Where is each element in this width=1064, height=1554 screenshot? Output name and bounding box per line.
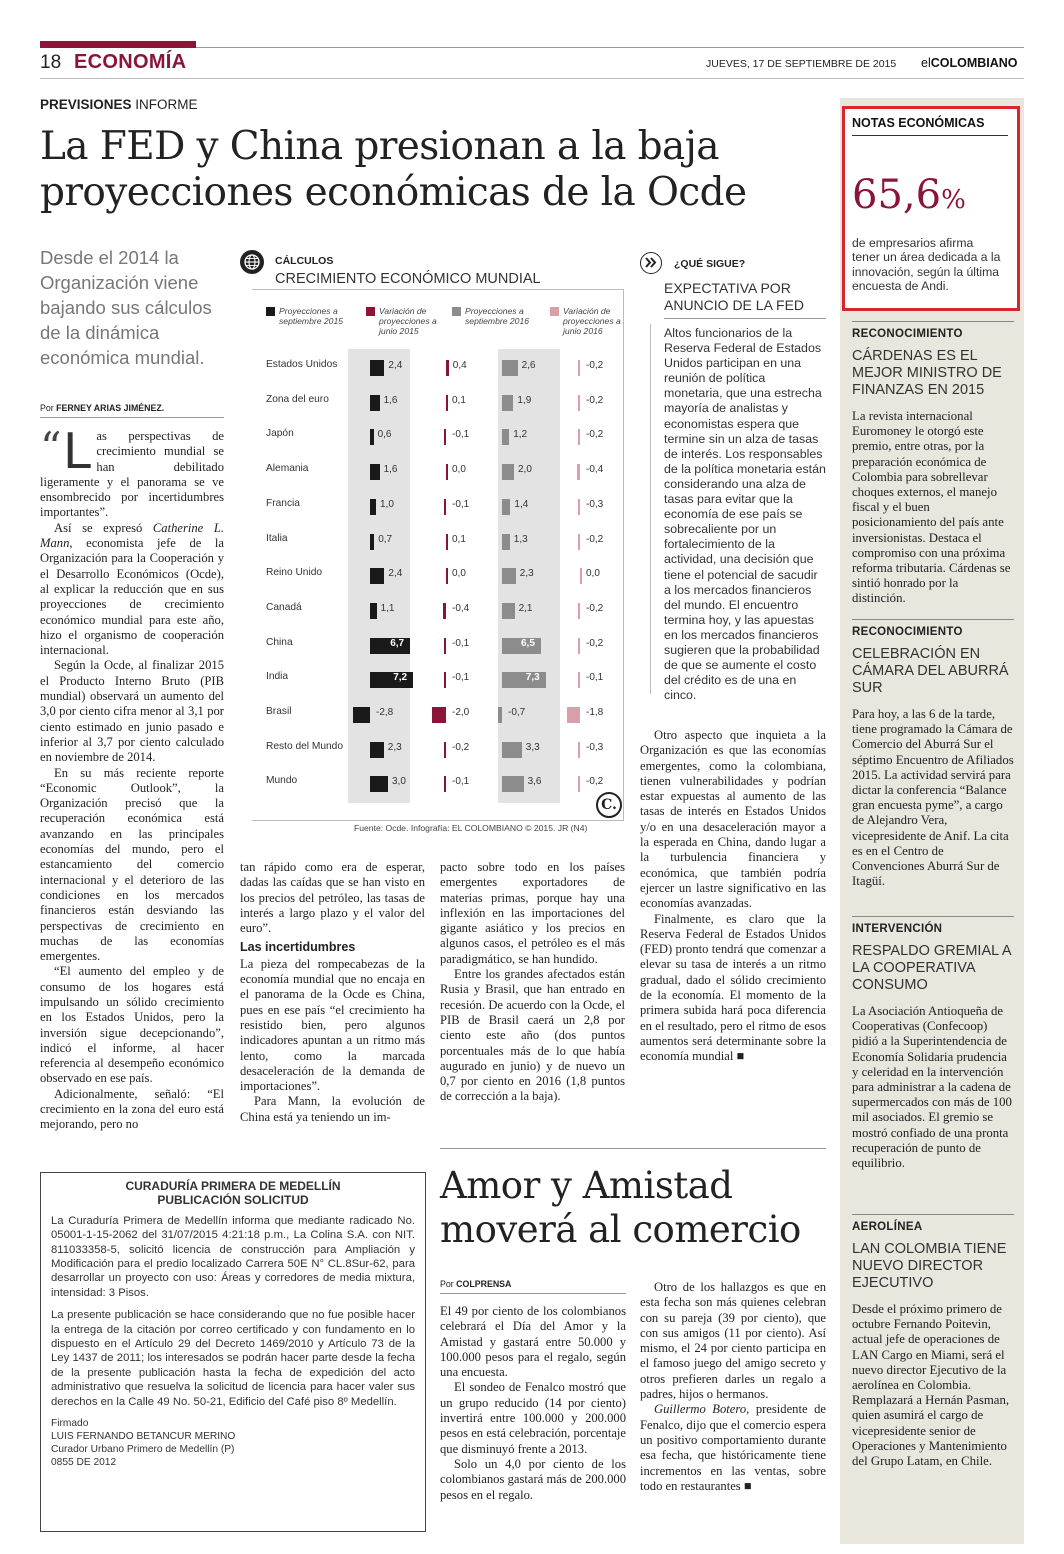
- que-sigue-label: ¿QUÉ SIGUE?: [674, 258, 746, 270]
- chart-row: [252, 627, 632, 662]
- chart-bar: [370, 568, 384, 584]
- amor-headline-2: moverá al comercio: [440, 1208, 801, 1251]
- legend-swatch-2: [366, 307, 375, 316]
- notas-item-2-title: CELEBRACIÓN EN CÁMARA DEL ABURRÁ SUR: [852, 646, 1009, 696]
- page-number: 18: [40, 52, 62, 73]
- notas-item-4: [852, 1214, 1014, 1469]
- chart-row: [252, 349, 632, 384]
- amor-end-mark: ■: [743, 1478, 752, 1493]
- chart-logo: C.: [596, 792, 622, 818]
- chart-value-label: 2,3: [519, 568, 534, 580]
- curaduria-paragraph-2: La presente publicación se hace considerando que no fue posible hacer la entrega de la citación por correo certificado y con fundamento en lo dispuesto en el Artículo 29 del Decreto 1469/2010 y Artículo 73 de la Ley 1437 de 2011; los interesados se podrán hacer parte desde la fecha de la presente publicación hasta la fecha de expedición del acto administrativo que resuelva la solicitud de licencia para hacer valer sus derechos en la Calle 49 No. 50-21, Edificio del Café piso 8º Medellín.: [51, 1309, 415, 1408]
- notas-item-4-head: AEROLÍNEA: [852, 1214, 1014, 1233]
- que-sigue-icon: [640, 252, 662, 274]
- chart-value-label: 3,3: [525, 741, 540, 753]
- amor-top-rule: [440, 1148, 826, 1149]
- legend-swatch-3: [452, 307, 461, 316]
- chart-value-label: -0,4: [586, 464, 604, 476]
- chart-value-label: 2,4: [388, 360, 403, 371]
- chart-value-label: -0,2: [586, 360, 604, 371]
- header-bottom-rule: [40, 78, 1024, 79]
- col3-paragraph-2: Entre los grandes afectados están Rusia y Brasil, que han entrado en recesión. De acuerdo con la Ocde, el PIB de Brasil caerá un 2,8 por ciento este año (dos puntos porcentuales más de lo que había augurado en junio) y de nuevo un 0,7 por ciento en 2016 (1,8 puntos de corrección a la baja).: [440, 967, 625, 1104]
- header-date: JUEVES, 17 DE SEPTIEMBRE DE 2015: [706, 58, 897, 70]
- curaduria-signature: Firmado LUIS FERNANDO BETANCUR MERINO Curador Urbano Primero de Medellín (P) 0855 DE 2012: [51, 1418, 236, 1469]
- chart-bar: [353, 707, 370, 723]
- chart-bar: [370, 776, 388, 792]
- chart-row: [252, 696, 632, 731]
- chart-bar: [446, 395, 448, 411]
- chart-bar: [444, 672, 446, 688]
- chart-bar: [502, 360, 518, 376]
- curaduria-title-1: CURADURÍA PRIMERA DE MEDELLÍN: [125, 1179, 341, 1193]
- chart-value-label: 6,5: [521, 637, 535, 649]
- col1-paragraph-5: “El aumento del empleo y de consumo de los hogares está impulsando un sólido crecimiento en los Estados Unidos, pero la inversión sigue decepcionando”, indicó el informe, al hacer referencia al desempeño económico observado en ese país.: [40, 964, 224, 1086]
- subhead-incertidumbres: Las incertidumbres: [240, 940, 356, 955]
- chart-category-label: Estados Unidos: [266, 359, 338, 370]
- chart-row: [252, 661, 632, 696]
- chart-value-label: 6,7: [390, 637, 405, 649]
- chart-bar: [444, 499, 446, 515]
- col1-paragraph-3: Según la Ocde, al finalizar 2015 el Producto Interno Bruto (PIB mundial) observará un aumento del 3,0 por ciento cifra menor al 3,1 por ciento estimado en junio pasado e inferior al 3,7 por ciento calculado en noviembre de 2014.: [40, 658, 224, 765]
- chart-value-label: -0,2: [586, 533, 604, 545]
- que-sigue-text: Altos funcionarios de la Reserva Federal de Estados Unidos participan en una reunión de política monetaria, que una estrecha mayoría de analistas y economistas espera que termine sin un alza de tasas de interés. Los responsables de la política monetaria están considerando una alza de tasas para evitar que la economía de ese país se sobrecaliente por un fortalecimiento de la actividad, una decisión que tiene el potencial de sacudir a los mercados financieros del mundo. El encuentro termina hoy, y las apuestas en los mercados financieros sugieren que la probabilidad de que se aumente el costo del crédito es de una en cinco.: [664, 326, 826, 703]
- chart-bar: [370, 499, 376, 515]
- double-chevron-icon: [641, 253, 660, 272]
- chart-value-label: 1,6: [383, 394, 398, 406]
- que-sigue-title: EXPECTATIVA POR ANUNCIO DE LA FED: [664, 280, 805, 313]
- chart-bar: [498, 707, 502, 723]
- chart-value-label: -0,1: [452, 672, 470, 684]
- globe-icon: [240, 250, 264, 274]
- economist-name: Catherine L. Mann: [40, 520, 224, 551]
- chart-bar: [578, 603, 580, 619]
- chart-value-label: 0,4: [452, 360, 467, 371]
- chart-value-label: 7,2: [393, 672, 408, 684]
- chart-bar: [502, 742, 522, 758]
- chart-value-label: -0,4: [452, 602, 470, 614]
- chart-bar: [446, 464, 448, 480]
- chart-value-label: 1,6: [383, 464, 398, 476]
- col1-paragraph-6: Adicionalmente, señaló: “El crecimiento en la zona del euro está mejorando, pero no: [40, 1086, 224, 1132]
- chart-category-label: Resto del Mundo: [266, 740, 344, 752]
- notas-title-rule: [852, 135, 1008, 136]
- chart-value-label: -1,8: [586, 707, 604, 718]
- chart-value-label: -0,1: [452, 776, 470, 788]
- legend-item-1: Proyecciones a septiembre 2015: [266, 306, 358, 326]
- amor-c1-paragraph-1: El 49 por ciento de los colombianos celebrará el Día del Amor y la Amistad y gastará entre 50.000 y 100.000 pesos para el regalo, según una encuesta.: [440, 1304, 626, 1380]
- amor-c1-paragraph-3: Solo un 4,0 por ciento de los colombianos gastará más de 200.000 pesos en el regalo.: [440, 1456, 626, 1502]
- legend-item-2: Variación de proyecciones a junio 2015: [366, 306, 440, 336]
- chart-bar: [502, 776, 524, 792]
- notas-big-text: de empresarios afirma tener un área dedicada a la innovación, según la última encuesta de Andi.: [852, 236, 1001, 294]
- headline-line-1: La FED y China presionan a la baja: [40, 124, 719, 169]
- section-color-bar: [40, 41, 196, 48]
- notas-item-2-head: RECONOCIMIENTO: [852, 619, 1014, 638]
- amor-byline-name: COLPRENSA: [456, 1279, 512, 1289]
- amor-headline-1: Amor y Amistad: [440, 1164, 733, 1207]
- article-column-3: [440, 860, 625, 1105]
- chart-value-label: -2,0: [452, 707, 470, 718]
- chart-category-label: Japón: [266, 428, 294, 440]
- chart-title: CRECIMIENTO ECONÓMICO MUNDIAL: [275, 271, 541, 287]
- article-column-2: [240, 860, 425, 1125]
- chart-value-label: 0,0: [586, 568, 600, 580]
- que-sigue-border: [650, 324, 651, 694]
- chart-bar: [567, 707, 580, 723]
- chart-value-label: 7,3: [525, 672, 540, 684]
- chart-row: [252, 384, 632, 419]
- col4-paragraph-1: Otro aspecto que inquieta a la Organización es que las economías emergentes, como la colombiana, tienen vulnerabilidades y podrían estar expuestas al aumento de las tasas de interés en Estados Unidos y/o en una desaceleración mayor a la esperada en China, dando lugar a la turbulencia financiera y económica, que también podría ejercer un lastre significativo en las economías avanzadas.: [640, 728, 826, 911]
- curaduria-paragraph-1: La Curaduría Primera de Medellín informa que mediante radicado No. 05001-1-15-2062 del 31/07/2015 4:21:18 p.m., La Colina S.A. con NIT. 811033358-5, solicitó licencia de construcción para Ampliación y Modificación para el predio localizado Carrera 50E N° CL.8Sur-62, para desarrollar un proyecto con uso: Áreas y corredores de media mixtura, intensidad: 3 Pisos.: [51, 1214, 415, 1299]
- big-number-value: 65,6: [852, 172, 942, 218]
- amor-c2-paragraph-1: Otro de los hallazgos es que en esta fecha son más quienes celebran con su pareja (39 por ciento), que con sus amigos (11 por ciento). Así mismo, el 24 por ciento participa en el famoso juego del amigo secreto y otros prefieren darles un regalo a padres, hijos o hermanos.: [640, 1280, 826, 1402]
- chart-bar: [502, 464, 514, 480]
- chart-bar: [578, 534, 580, 550]
- notas-item-1-text: La revista internacional Euromoney le otorgó este premio, entre otras, por la preparación económica de Colombia para sobrellevar choques externos, el manejo fiscal y el buen posicionamiento del país ante inversionistas. Destaca el compromiso con una próxima reforma tributaria. Cárdenas se sintió honrado por la distinción.: [852, 409, 1011, 606]
- kicker-bold: PREVISIONES: [40, 97, 132, 112]
- chart-bar: [502, 534, 510, 550]
- chart-bar: [502, 429, 509, 445]
- end-mark: ■: [736, 1049, 745, 1064]
- chart-bar: [578, 360, 580, 376]
- chart-bar: [444, 429, 446, 445]
- chart-bar: [370, 742, 384, 758]
- amor-c1-paragraph-2: El sondeo de Fenalco mostró que un grupo reducido (14 por ciento) invertirá entre 100.000 y 200.000 pesos en está celebración, porcentaje que disminuyó frente a 2013.: [440, 1380, 626, 1456]
- amor-column-1: [440, 1304, 626, 1503]
- chart-row: [252, 523, 632, 558]
- chart-value-label: -0,2: [586, 602, 604, 614]
- col1-paragraph-4: En su más reciente reporte “Economic Outlook”, la Organización precisó que la recuperación económica está avanzando en las principales economías del mundo, pero el estancamiento del comercio internacional y el deterioro de las condiciones en los mercados financieros están desviando las perspectivas de crecimiento en muchas de las economías emergentes.: [40, 765, 224, 964]
- chart-value-label: 3,0: [392, 776, 406, 788]
- notas-item-3-head: INTERVENCIÓN: [852, 916, 1014, 935]
- legend-swatch-1: [266, 307, 275, 316]
- chart-value-label: 2,3: [387, 741, 402, 753]
- notas-item-3-title: RESPALDO GREMIAL A LA COOPERATIVA CONSUMO: [852, 943, 1011, 993]
- chart-value-label: 1,2: [513, 429, 528, 441]
- col1-paragraph-1: as perspectivas de crecimiento mundial se han debilitado ligeramente y el panorama se ve ensombrecido por incertidumbres importantes”.: [40, 429, 224, 520]
- chart-row: [252, 557, 632, 592]
- col1-paragraph-2: Así se expresó Catherine L. Mann, economista jefe de la Organización para la Cooperación y el Desarrollo Económicos (Ocde), al explicar la reducción que en sus proyecciones de crecimiento económico mundial para este año, hizo el organismo de cooperación internacional.: [40, 520, 224, 658]
- chart-bar: [370, 395, 380, 411]
- chart-bar: [577, 464, 580, 480]
- chart-category-label: Reino Unido: [266, 567, 323, 579]
- article-column-1: [40, 422, 224, 1133]
- chart-row: [252, 731, 632, 766]
- chart-value-label: 0,0: [452, 568, 466, 580]
- chart-value-label: 0,7: [378, 533, 393, 545]
- notas-item-4-text: Desde el próximo primero de octubre Fernando Poitevin, actual jefe de operaciones de LAN Cargo en Miami, será el nuevo director Ejecutivo de la aerolínea en Colombia. Remplazará a Hernán Pasman, quien asumirá el cargo de vicepresidente senior de Operaciones y Mantenimiento del Grupo Latam, en Chile.: [852, 1302, 1010, 1469]
- chart-bar: [444, 638, 446, 654]
- chart-value-label: 2,0: [518, 464, 532, 476]
- byline: [40, 403, 224, 418]
- byline-prefix: Por: [40, 403, 54, 413]
- chart-bar: [578, 776, 580, 792]
- chart-bar: [578, 499, 580, 515]
- chart-value-label: 1,1: [380, 602, 395, 614]
- chart-value-label: -0,1: [452, 637, 470, 649]
- chart-value-label: 2,1: [518, 602, 533, 614]
- headline-line-2: proyecciones económicas de la Ocde: [40, 170, 747, 215]
- amor-c2-paragraph-2: Guillermo Botero, presidente de Fenalco, dijo que el comercio espera un positivo comportamiento durante esa fecha, que históricamente tiene incrementos en las ventas, sobre todo en restaurantes ■: [640, 1402, 826, 1493]
- article-column-4: [640, 728, 826, 1065]
- chart-value-label: 1,4: [514, 498, 529, 510]
- chart-value-label: -0,1: [452, 498, 470, 510]
- notas-big-number: [852, 172, 966, 218]
- big-number-unit: %: [941, 185, 966, 215]
- legend-swatch-4: [550, 307, 559, 316]
- chart-value-label: 1,3: [513, 533, 528, 545]
- chart-value-label: -0,1: [586, 672, 604, 684]
- notas-item-1: [852, 321, 1014, 607]
- col2-paragraph-3: Para Mann, la evolución de China está ya teniendo un im-: [240, 1094, 425, 1124]
- chart-value-label: -0,2: [586, 637, 604, 649]
- chart-rows: [252, 349, 624, 803]
- chart-value-label: -0,3: [586, 741, 604, 753]
- brand-prefix: el: [921, 56, 931, 70]
- chart-bar: [444, 742, 446, 758]
- chart-row: [252, 488, 632, 523]
- notas-item-2-text: Para hoy, a las 6 de la tarde, tiene programado la Cámara de Comercio del Aburrá Sur el séptimo Encuentro de Afiliados 2015. La actividad servirá para dictar la conferencia “Balance gran encuesta pyme”, a cargo de Alejandro Vera, vicepresidente de Anif. La cita es en el Centro de Convenciones Aburrá Sur de Itagüí.: [852, 707, 1014, 889]
- chart-bar: [578, 429, 580, 445]
- chart-value-label: 1,9: [517, 394, 532, 406]
- amor-column-2: [640, 1280, 826, 1494]
- chart-bar: [370, 360, 384, 376]
- chart-value-label: 0,1: [452, 533, 466, 545]
- chart-bar: [446, 360, 449, 376]
- legend-item-4: Variación de proyecciones a junio 2016: [550, 306, 624, 336]
- col3-paragraph-1: pacto sobre todo en los países emergentes exportadores de materias primas, porque hay una inflexión en las importaciones del gigante asiático y los precios en algunos casos, el petróleo es el más paradigmático, se han hundido.: [440, 860, 625, 966]
- amor-headline: [440, 1164, 826, 1252]
- section-name: ECONOMÍA: [74, 51, 187, 73]
- chart-value-label: 1,0: [380, 498, 394, 510]
- chart-bar: [446, 568, 448, 584]
- notas-item-1-title: CÁRDENAS ES EL MEJOR MINISTRO DE FINANZAS EN 2015: [852, 348, 1002, 398]
- chart-category-label: Alemania: [266, 463, 309, 475]
- chart-value-label: -0,1: [452, 429, 470, 441]
- chart-row: [252, 592, 632, 627]
- chart-category-label: Italia: [266, 532, 288, 544]
- opening-paragraph: [40, 422, 224, 521]
- chart-value-label: -0,7: [508, 707, 526, 718]
- chart-value-label: 0,6: [377, 429, 392, 441]
- quote-mark: “: [40, 423, 62, 472]
- chart-bar: [443, 603, 446, 619]
- chart-value-label: -0,3: [586, 498, 604, 510]
- chart-value-label: 0,0: [452, 464, 466, 476]
- col2-paragraph-2: La pieza del rompecabezas de la economía mundial que no encaja en el panorama de la Ocde es China, pues en ese país “el crecimiento ha resistido bien, pero algunos indicadores apuntan a un ritmo más lento, como la marcada desaceleración de la demanda de importaciones”.: [240, 956, 425, 1094]
- chart-row: [252, 453, 632, 488]
- chart-bar: [446, 534, 448, 550]
- dropcap: L: [63, 422, 93, 480]
- article-kicker: [40, 97, 198, 112]
- chart-legend: [262, 306, 622, 346]
- chart-category-label: Francia: [266, 497, 300, 509]
- col4-paragraph-2: Finalmente, es claro que la Reserva Federal de Estados Unidos (FED) pronto tendrá que comenzar a elevar su tasa de interés a un ritmo gradual, dado el sólido crecimiento de la economía. El momento de la primera subida hará poca diferencia en el resultado, pero el ritmo de esos aumentos será determinante sobre la economía mundial ■: [640, 911, 826, 1064]
- chart-bar: [370, 534, 374, 550]
- chart-value-label: -0,2: [586, 394, 604, 406]
- que-sigue-rule: [664, 318, 826, 319]
- notas-item-3-text: La Asociación Antioqueña de Cooperativas (Confecoop) pidió a la Superintendencia de Economía Solidaria prudencia y celeridad en la intervención para administrar a la cadena de supermercados con más de 100 mil asociados. El gremio se mostró confiado de una pronta recuperación de punto de equilibrio.: [852, 1004, 1012, 1171]
- chart-value-label: 2,4: [388, 568, 403, 580]
- chart-bar: [578, 672, 580, 688]
- notas-item-2: [852, 619, 1014, 889]
- brand-logo: [921, 56, 1018, 70]
- chart-bar: [432, 707, 446, 723]
- chart-value-label: -0,2: [586, 776, 604, 788]
- chart-bar: [502, 568, 516, 584]
- chart-bar: [370, 464, 380, 480]
- brand-name: COLOMBIANO: [930, 56, 1018, 70]
- article-deck: Desde el 2014 la Organización viene bajando sus cálculos de la dinámica económica mundial.: [40, 247, 212, 368]
- chart-bar: [502, 603, 515, 619]
- chart-bar: [502, 499, 510, 515]
- chart-bar: [502, 395, 513, 411]
- chart-category-label: China: [266, 636, 293, 648]
- col2-paragraph-1: tan rápido como era de esperar, dadas las caídas que se han visto en los precios del petróleo, las tasas de interés a largo plazo y el valor del euro”.: [240, 860, 425, 936]
- chart-value-label: 0,1: [452, 394, 466, 406]
- chart-category-label: Mundo: [266, 775, 298, 787]
- article-headline: [40, 124, 830, 216]
- legend-item-3: Proyecciones a septiembre 2016: [452, 306, 544, 326]
- notas-item-1-head: RECONOCIMIENTO: [852, 321, 1014, 340]
- amor-byline: Por COLPRENSA: [440, 1279, 626, 1294]
- kicker-light: INFORME: [135, 97, 198, 112]
- chart-value-label: -0,2: [586, 429, 604, 441]
- chart-category-label: India: [266, 671, 289, 683]
- curaduria-title-2: PUBLICACIÓN SOLICITUD: [157, 1193, 309, 1208]
- chart-value-label: 2,6: [521, 360, 536, 371]
- chart-row: [252, 765, 632, 800]
- chart-bar: [444, 776, 446, 792]
- fenalco-president-name: Guillermo Botero: [654, 1402, 747, 1417]
- chart-row: [252, 418, 632, 453]
- header-rule: [196, 47, 1024, 48]
- chart-bar: [580, 568, 582, 584]
- notas-item-4-title: LAN COLOMBIA TIENE NUEVO DIRECTOR EJECUTIVO: [852, 1241, 1007, 1291]
- chart-globe-icon: [240, 250, 264, 274]
- chart-bar: [578, 638, 580, 654]
- chart-value-label: -2,8: [376, 707, 394, 718]
- chart-value-label: -0,2: [452, 741, 470, 753]
- chart-category-label: Zona del euro: [266, 393, 329, 405]
- notas-item-3: [852, 916, 1014, 1171]
- chart-bar: [578, 742, 580, 758]
- byline-name: FERNEY ARIAS JIMÉNEZ.: [56, 403, 165, 413]
- chart-value-label: 3,6: [527, 776, 542, 788]
- chart-source: Fuente: Ocde. Infografía: EL COLOMBIANO © 2015. JR (N4): [354, 823, 588, 833]
- chart-category-label: Brasil: [266, 706, 292, 717]
- chart-label: CÁLCULOS: [275, 255, 334, 267]
- chart-category-label: Canadá: [266, 601, 302, 613]
- chart-bar: [370, 603, 377, 619]
- chart-bar: [578, 395, 580, 411]
- curaduria-notice: [40, 1172, 426, 1532]
- chart-bar: [370, 429, 374, 445]
- notas-title: NOTAS ECONÓMICAS: [852, 116, 985, 130]
